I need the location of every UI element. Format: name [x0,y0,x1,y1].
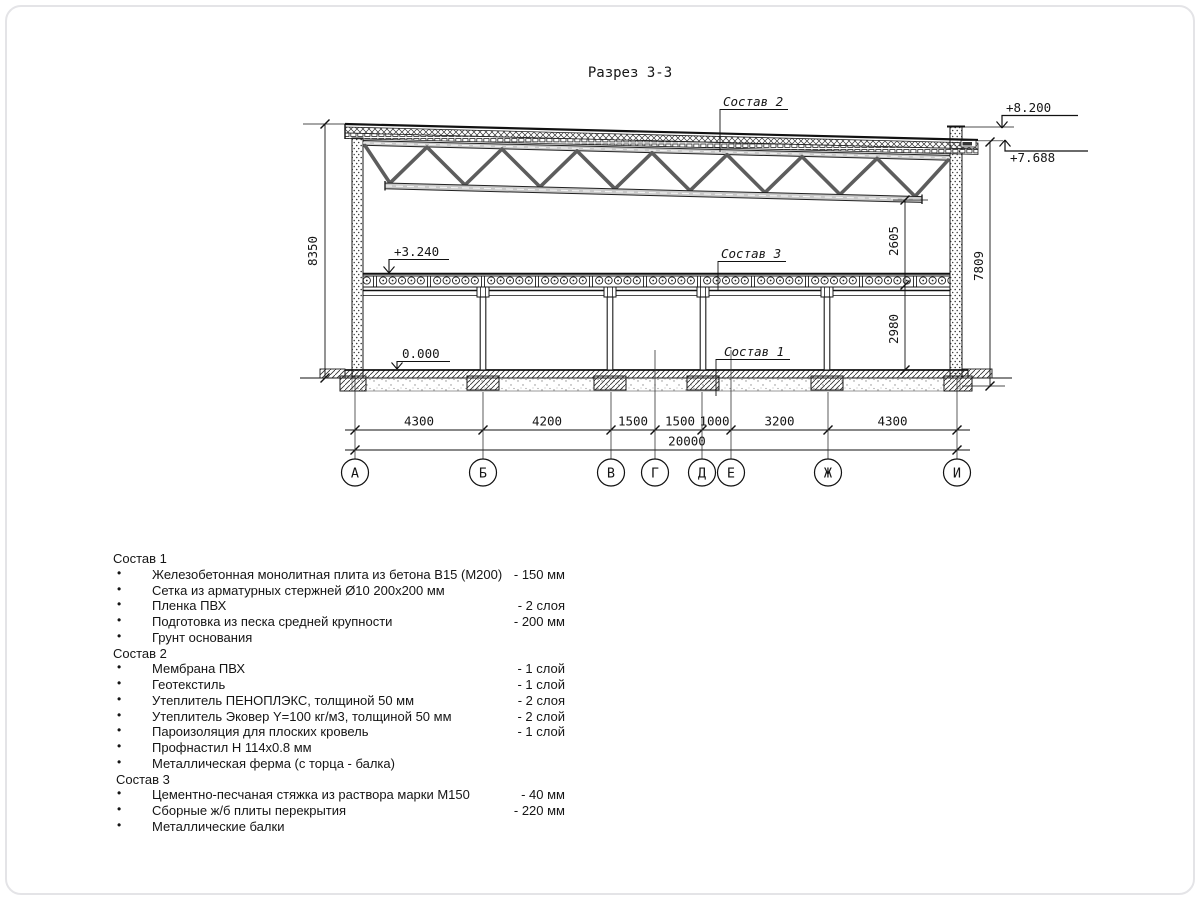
legend-item-text: Сетка из арматурных стержней Ø10 200x200 мм [152,582,445,598]
legend-item-text: Железобетонная монолитная плита из бетона В15 (М200) [152,566,503,582]
sand-bed [352,378,960,391]
legend-item [113,677,565,693]
legend-item-text: Геотекстиль [152,677,226,692]
bullet-icon: • [117,581,122,596]
bullet-icon: • [117,660,122,675]
dim-right-height: 7809 [971,250,986,282]
bullet-icon: • [117,739,122,753]
span-dim-label: 1500 [664,413,696,429]
legend-item-text: Металлические балки [152,818,285,834]
legend-section-title: Состав 1 [113,551,167,566]
legend-item-text: Сборные ж/б плиты перекрытия [152,803,347,818]
right-wall [950,127,962,378]
column [607,297,613,370]
leader-sostav2: Состав 2 [723,94,784,109]
legend-item-value: - 1 слой [517,677,565,692]
axis-letter: Д [697,465,707,482]
column-footing [687,376,719,390]
concrete-slab [345,370,968,378]
legend-item-value: - 40 мм [521,787,565,803]
legend-item [113,693,565,709]
bullet-icon: • [117,597,122,612]
axis-letter: Е [726,465,736,482]
legend-item-text: Цементно-песчаная стяжка из раствора марки М150 [152,787,470,803]
span-dim-label: 4300 [403,413,435,429]
legend-item [113,740,565,756]
legend-item-text: Профнастил Н 114х0.8 мм [152,740,312,755]
column-capital [604,287,616,297]
column [480,297,486,370]
legend-item [113,583,565,599]
bullet-icon: • [117,707,122,722]
elevation-roof: +7.688 [1010,150,1056,165]
legend-item [113,709,565,725]
legend-item-value: - 2 слоя [517,598,565,614]
legend-item-value: - 1 слой [517,661,565,677]
column [700,297,706,370]
span-dim-label: 1500 [617,413,649,429]
span-dim-label: 4300 [877,413,908,429]
drawing-title: Разрез 3-3 [587,65,673,81]
legend-item [113,756,565,772]
leader-sostav3: Состав 3 [721,246,782,261]
elevation-parapet: +8.200 [1006,100,1052,115]
axis-letter: В [606,465,616,482]
span-dim-label: 3200 [764,413,795,429]
dim-truss-clear: 2605 [886,225,901,257]
legend-item-text: Металлическая ферма (с торца - балка) [152,755,395,771]
bullet-icon: • [117,628,122,643]
legend-item-value: - 2 слой [517,708,565,724]
column [824,297,830,370]
bullet-icon: • [117,786,122,801]
span-dim-label: 4200 [531,413,563,429]
legend-item-text: Пароизоляция для плоских кровель [152,724,369,740]
left-wall [352,138,363,378]
legend-item [113,819,565,835]
legend-item-text: Утеплитель Эковер Y=100 кг/м3, толщиной 50 мм [152,708,452,724]
span-dim-label: 1000 [699,413,730,429]
bullet-icon: • [117,565,122,580]
legend-item-text: Подготовка из песка средней крупности [152,614,393,629]
legend-item [113,724,565,740]
legend-item-value: - 2 слоя [517,692,565,708]
column-footing [594,376,626,390]
legend-item-text: Грунт основания [152,629,253,645]
bullet-icon: • [117,676,122,690]
column-capital [821,287,833,297]
axis-letter: Ж [823,465,833,482]
axis-letter: Г [650,465,660,482]
legend-section-title: Состав 3 [116,771,170,787]
column-capital [697,287,709,297]
axis-letter: Б [478,465,488,482]
bullet-icon: • [117,613,122,627]
legend-item [113,630,565,646]
hollow-core-slabs [363,276,950,287]
elevation-floor: +3.240 [394,244,440,259]
bullet-icon: • [117,754,122,769]
axis-bubbles [342,459,971,486]
legend-section-title: Состав 2 [113,645,167,661]
legend-item-text: Утеплитель ПЕНОПЛЭКС, толщиной 50 мм [152,692,415,708]
axis-lines [355,350,957,459]
axis-letter: А [350,465,360,482]
dim-left-height: 8350 [305,235,320,267]
legend-item [113,598,565,614]
legend-item [113,614,565,630]
materials-legend [113,551,565,835]
leader-sostav1: Состав 1 [724,344,785,359]
legend-item [113,803,565,819]
legend-item [113,567,565,583]
bullet-icon: • [117,817,122,832]
bullet-icon: • [117,723,122,738]
legend-item-text: Пленка ПВХ [152,598,227,614]
dim-floor-clear: 2980 [886,313,901,345]
legend-item-value: - 150 мм [513,566,565,582]
axis-letter: И [952,465,962,482]
column-capital [477,287,489,297]
floor-slab [363,274,950,296]
elevation-ground: 0.000 [402,346,440,361]
column-footing [467,376,499,390]
legend-item [113,787,565,803]
legend-item-value: - 200 мм [513,614,565,629]
bullet-icon: • [117,691,122,706]
ground-slab [300,370,1012,391]
legend-item [113,661,565,677]
dim-total: 20000 [668,433,706,449]
legend-item-value: - 1 слой [517,724,565,740]
column-footing [811,376,843,390]
bullet-icon: • [117,802,122,816]
legend-item-value: - 220 мм [513,803,565,818]
legend-item-text: Мембрана ПВХ [152,661,246,677]
